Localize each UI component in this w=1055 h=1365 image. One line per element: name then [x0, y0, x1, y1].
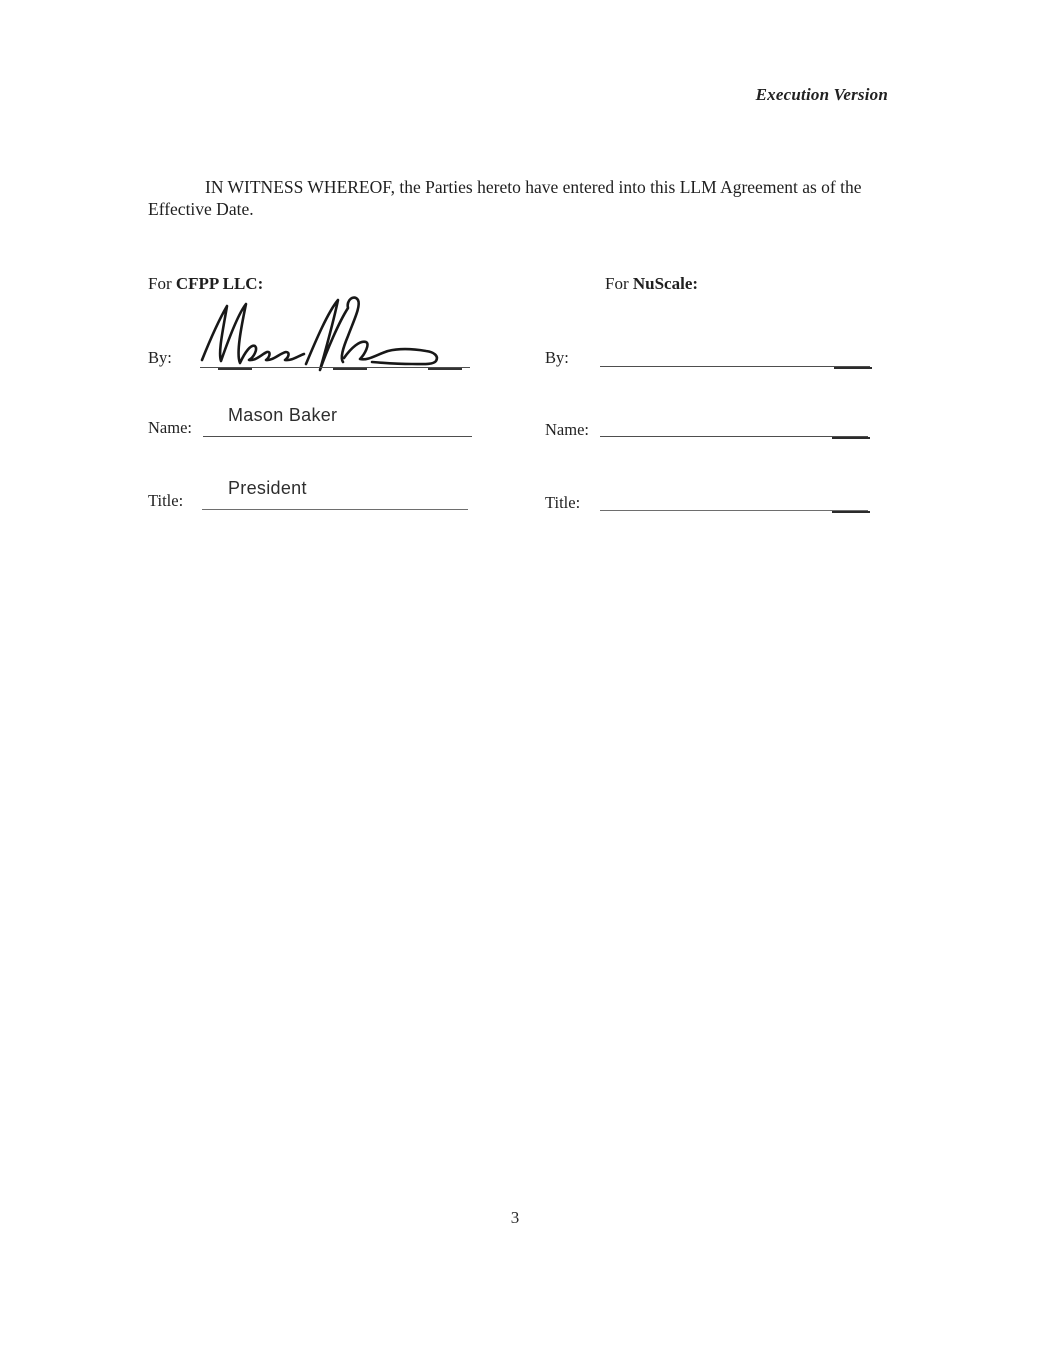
- title-value-cfpp: President: [228, 478, 307, 498]
- signature-line-cfpp-name: [203, 436, 472, 437]
- by-label-right: By:: [545, 348, 569, 367]
- party-heading-nuscale: [605, 274, 698, 294]
- execution-version-note: Execution Version: [755, 85, 888, 104]
- handwritten-signature-image: [190, 292, 458, 372]
- for-prefix: For: [605, 274, 629, 293]
- for-prefix: For: [148, 274, 172, 293]
- signature-line-nuscale-title: [600, 510, 868, 511]
- party-name-nuscale: NuScale:: [632, 274, 699, 293]
- party-name-cfpp: CFPP LLC:: [175, 274, 264, 293]
- name-label-right: Name:: [545, 420, 589, 439]
- title-label-left: Title:: [148, 491, 184, 510]
- signature-line-nuscale-name: [600, 436, 868, 437]
- witness-clause: IN WITNESS WHEREOF, the Parties hereto have entered into this LLM Agreement as of the Effective Date.: [148, 177, 862, 219]
- name-value-cfpp: Mason Baker: [228, 405, 338, 425]
- signature-line-cfpp-by: [200, 367, 470, 368]
- name-label-left: Name:: [148, 418, 192, 437]
- by-label-left: By:: [148, 348, 172, 367]
- page-number: 3: [510, 1208, 520, 1227]
- signature-line-cfpp-title: [202, 509, 468, 510]
- signature-line-nuscale-by: [600, 366, 870, 367]
- party-heading-cfpp: [148, 274, 263, 294]
- title-label-right: Title:: [545, 493, 581, 512]
